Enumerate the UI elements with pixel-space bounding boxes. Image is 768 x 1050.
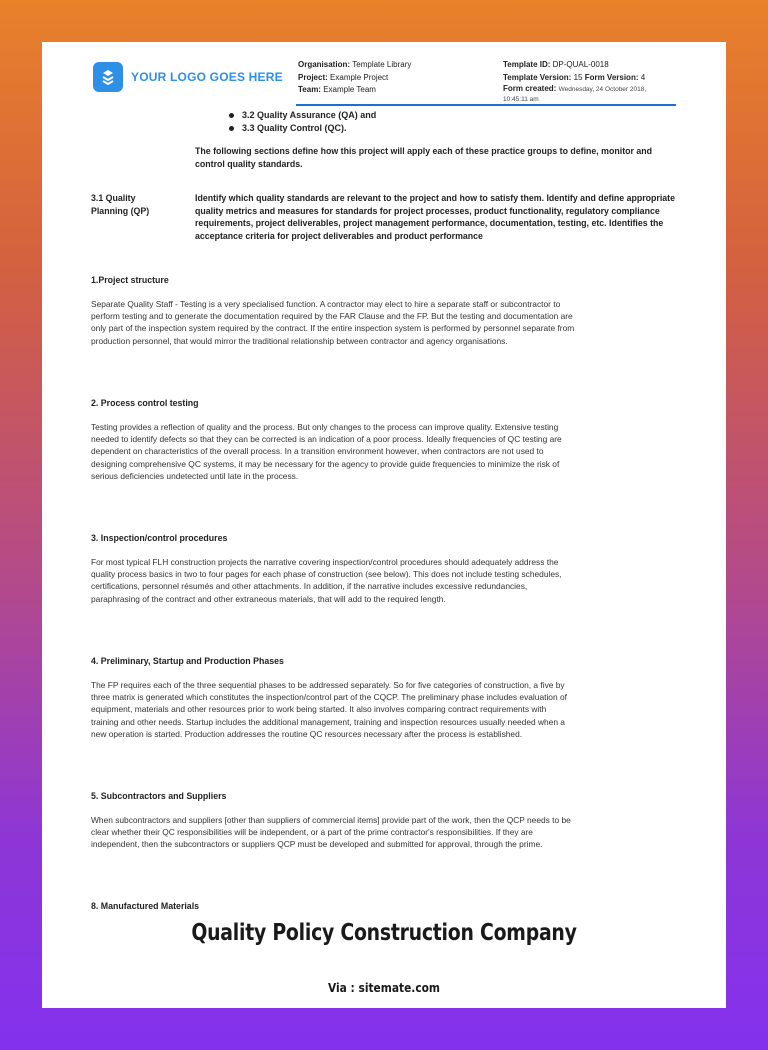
template-id-value: DP-QUAL-0018 <box>552 60 609 69</box>
organisation-value: Template Library <box>352 60 412 69</box>
form-created-label: Form created: <box>503 84 557 93</box>
list-item: 3.3 Quality Control (QC). <box>229 122 376 135</box>
form-created-value: Wednesday, 24 October 2018, <box>558 86 647 93</box>
document-page <box>42 42 726 1008</box>
header-meta-right <box>503 59 683 104</box>
header-meta-left <box>298 59 498 97</box>
quality-planning-label: 3.1 Quality Planning (QP) <box>91 193 150 216</box>
section-body: The FP requires each of the three sequential phases to be addressed separately. So for five categories of construction, a five by three matrix is generated which constitutes the inspection/control part of the CQCP. The preliminary phase includes evaluation of equipment, materials and other resources prior to work being started. It also involves comparing contract requirements with training and other needs. Startup includes the additional management, training and inspection resources usually needed when a new operation is started. Production addresses the routine QC resources necessary after the process is established. <box>91 680 567 739</box>
team-label: Team: <box>298 85 321 94</box>
template-id-label: Template ID: <box>503 60 551 69</box>
list-item: 3.2 Quality Assurance (QA) and <box>229 109 376 122</box>
organisation-label: Organisation: <box>298 60 351 69</box>
form-created-time: 10:45:11 am <box>503 96 539 103</box>
logo-mark-icon <box>93 62 123 92</box>
section-body: Testing provides a reflection of quality and the process. But only changes to the process can improve quality. Extensive testing needed to identify defects so that they can be corrected is an indication of a poor process. Ideally frequencies of QC testing are dependent on characteristics of the overall process. In a transition environment however, when contractors are not used to designing comprehensive QC systems, it may be necessary for the agency to provide guide frequencies to minimize the risk of serious deficiencies undetected until late in the process. <box>91 422 562 481</box>
bullet-icon <box>229 126 234 131</box>
project-value: Example Project <box>330 72 389 82</box>
bullet-icon <box>229 113 234 118</box>
section-heading: 2. Process control testing <box>91 398 199 408</box>
section-heading: 3. Inspection/control procedures <box>91 533 228 543</box>
section-heading: 8. Manufactured Materials <box>91 901 200 911</box>
header-divider <box>296 104 676 106</box>
bullet-list <box>229 109 376 135</box>
section-heading: 4. Preliminary, Startup and Production Phases <box>91 656 284 666</box>
section-body: When subcontractors and suppliers [other than suppliers of commercial items] provide part of the work, then the QCP needs to be clear whether their QC responsibilities will be independent, or a part of the prime contractor's responsibilities. If they are independent, then the subcontractors or suppliers QCP must be developed and submitted for approval, through the prime. <box>91 815 571 850</box>
caption-source: Via : sitemate.com <box>328 980 440 995</box>
logo <box>93 61 323 93</box>
section-heading: 5. Subcontractors and Suppliers <box>91 791 227 801</box>
form-version-label: Form Version: <box>584 72 639 82</box>
section-body: For most typical FLH construction projects the narrative covering inspection/control procedures should adequately address the quality process basics in two to four pages for each phase of construction (see below). This does not include testing schedules, certifications, personnel résumés and other attachments. In addition, if the narrative includes excessive redundancies, paraphrasing of the contract and other extraneous materials, that will add to the required length. <box>91 557 562 604</box>
template-version-value: 15 <box>573 72 583 82</box>
template-version-label: Template Version: <box>503 72 572 82</box>
section-body: Separate Quality Staff - Testing is a very specialised function. A contractor may elect to hire a separate staff or subcontractor to perform testing and to generate the documentation required by the FAR Clause and the FP. But the testing and documentation are only part of the inspection system required by the contract. If the entire inspection system is performed by personnel separate from production personnel, that would mirror the traditional relationship between contractor and agency organisations. <box>91 299 575 346</box>
document-header <box>42 42 726 108</box>
intro-paragraph: The following sections define how this project will apply each of these practice groups to define, monitor and control quality standards. <box>195 146 653 169</box>
logo-text: YOUR LOGO GOES HERE <box>131 70 283 84</box>
form-version-value: 4 <box>640 72 646 82</box>
team-value: Example Team <box>323 85 376 94</box>
section-heading: 1.Project structure <box>91 275 169 285</box>
project-label: Project: <box>298 72 328 82</box>
quality-planning-text: Identify which quality standards are relevant to the project and how to satisfy them. Identify and define appropriate quality metrics and measures for standards for project processes, product functionality, regulatory compliance requirements, project deliverables, project management performance, documentation, testing, etc. Identifies the acceptance criteria for project deliverables and product performance <box>195 193 676 241</box>
caption-title: Quality Policy Construction Company <box>191 920 577 946</box>
